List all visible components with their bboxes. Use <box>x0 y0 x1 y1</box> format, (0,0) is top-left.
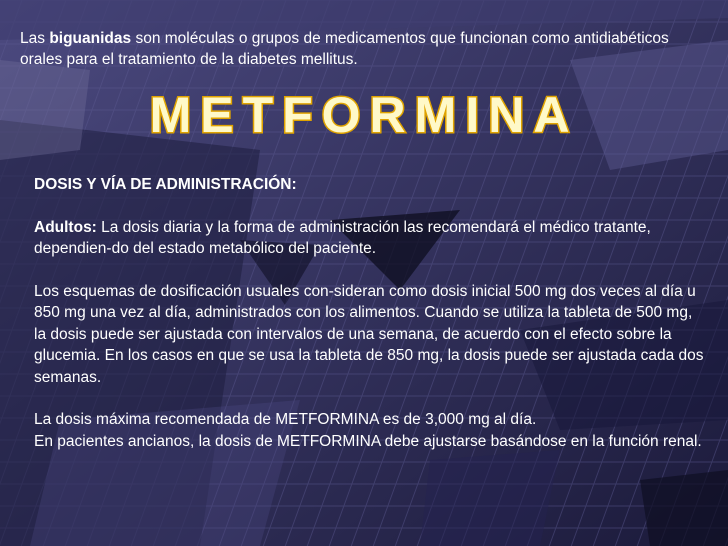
spacer <box>34 388 704 409</box>
intro-bold-term: biguanidas <box>49 30 132 47</box>
intro-rest: son moléculas o grupos de medicamentos que funcionan como antidiabéticos orales para el tratamiento de la diabetes mellitus. <box>20 30 669 68</box>
spacer <box>34 260 704 281</box>
adults-label: Adultos: <box>34 218 97 236</box>
adults-text: La dosis diaria y la forma de administración las recomendará el médico tratante, dependien-do del estado metabólico del paciente. <box>34 218 651 257</box>
title-svg <box>0 80 728 152</box>
max-dose-line: La dosis máxima recomendada de METFORMINA es de 3,000 mg al día. <box>34 411 537 428</box>
intro-prefix: Las <box>20 30 50 47</box>
schemes-paragraph: Los esquemas de dosificación usuales con-sideran como dosis inicial 500 mg dos veces al día u 850 mg una vez al día, administrados con los alimentos. Cuando se utiliza la tableta de 500 mg, la dosis puede ser ajustada con intervalos de una semana, de acuerdo con el efecto sobre la glucemia. En los casos en que se usa la tableta de 850 mg, la dosis puede ser ajustada cada dos semanas. <box>34 282 704 386</box>
intro-paragraph <box>20 28 710 70</box>
spacer <box>34 196 704 217</box>
adults-paragraph <box>34 217 704 260</box>
section-heading: DOSIS Y VÍA DE ADMINISTRACIÓN: <box>34 176 297 193</box>
page-title: METFORMINA <box>149 87 579 143</box>
elderly-line: En pacientes ancianos, la dosis de METFORMINA debe ajustarse basándose en la función renal. <box>34 432 702 450</box>
main-content <box>34 174 704 452</box>
title-banner <box>0 80 728 152</box>
